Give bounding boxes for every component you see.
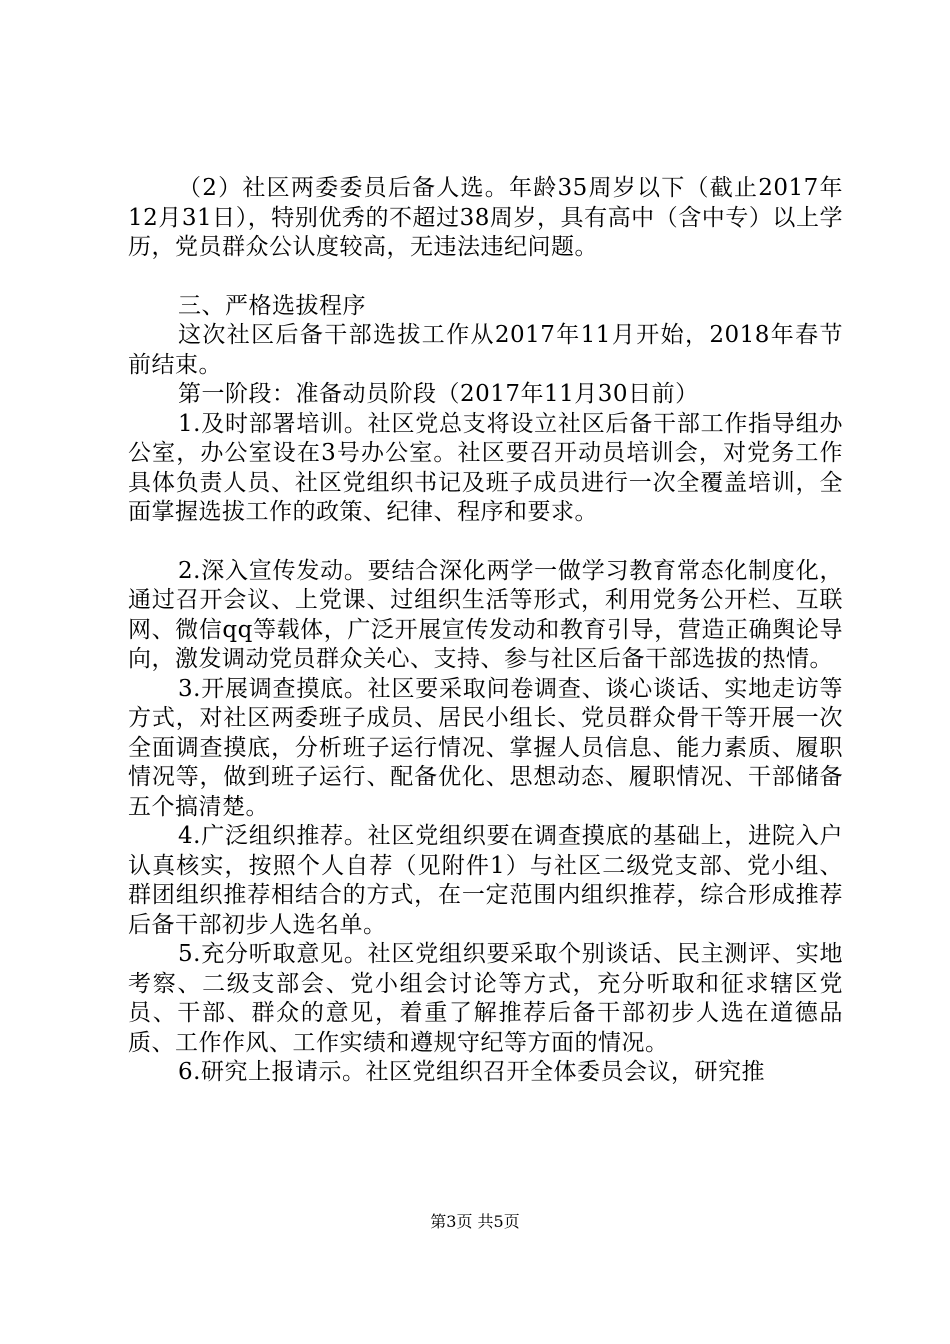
paragraph-item-2-publicity: 2.深入宣传发动。要结合深化两学一做学习教育常态化制度化，通过召开会议、上党课、过组织生活等形式，利用党务公开栏、互联网、微信qq等载体，广泛开展宣传发动和教育引导，营造正确舆论导向，激发调动党员群众关心、支持、参与社区后备干部选拔的热情。 (128, 557, 843, 672)
paragraph-candidate-requirements: （2）社区两委委员后备人选。年龄35周岁以下（截止2017年12月31日），特别优秀的不超过38周岁，具有高中（含中专）以上学历，党员群众公认度较高，无违法违纪问题。 (128, 175, 843, 260)
section-heading-selection-procedure: 三、严格选拔程序 (178, 292, 366, 319)
page-number-footer: 第3页 共5页 (430, 1212, 520, 1231)
paragraph-timeline: 这次社区后备干部选拔工作从2017年11月开始，2018年春节前结束。 (128, 322, 843, 378)
paragraph-item-3-survey: 3.开展调查摸底。社区要采取问卷调查、谈心谈话、实地走访等方式，对社区两委班子成员、居民小组长、党员群众骨干等开展一次全面调查摸底，分析班子运行情况、掌握人员信息、能力素质、履职情况等，做到班子运行、配备优化、思想动态、履职情况、干部储备五个搞清楚。 (128, 675, 843, 820)
paragraph-item-1-training: 1.及时部署培训。社区党总支将设立社区后备干部工作指导组办公室，办公室设在3号办公室。社区要召开动员培训会，对党务工作具体负责人员、社区党组织书记及班子成员进行一次全覆盖培训，全面掌握选拔工作的政策、纪律、程序和要求。 (128, 410, 843, 525)
paragraph-item-6-report: 6.研究上报请示。社区党组织召开全体委员会议，研究推 (178, 1059, 765, 1085)
stage-heading-preparation: 第一阶段：准备动员阶段（2017年11月30日前） (178, 381, 699, 407)
document-body (128, 174, 843, 1088)
paragraph-item-4-recommendation: 4.广泛组织推荐。社区党组织要在调查摸底的基础上，进院入户认真核实，按照个人自荐（见附件1）与社区二级党支部、党小组、群团组织推荐相结合的方式，在一定范围内组织推荐，综合形成推荐后备干部初步人选名单。 (128, 823, 843, 938)
paragraph-item-5-opinions: 5.充分听取意见。社区党组织要采取个别谈话、民主测评、实地考察、二级支部会、党小组会讨论等方式，充分听取和征求辖区党员、干部、群众的意见，着重了解推荐后备干部初步人选在道德品质、工作作风、工作实绩和遵规守纪等方面的情况。 (128, 941, 843, 1056)
